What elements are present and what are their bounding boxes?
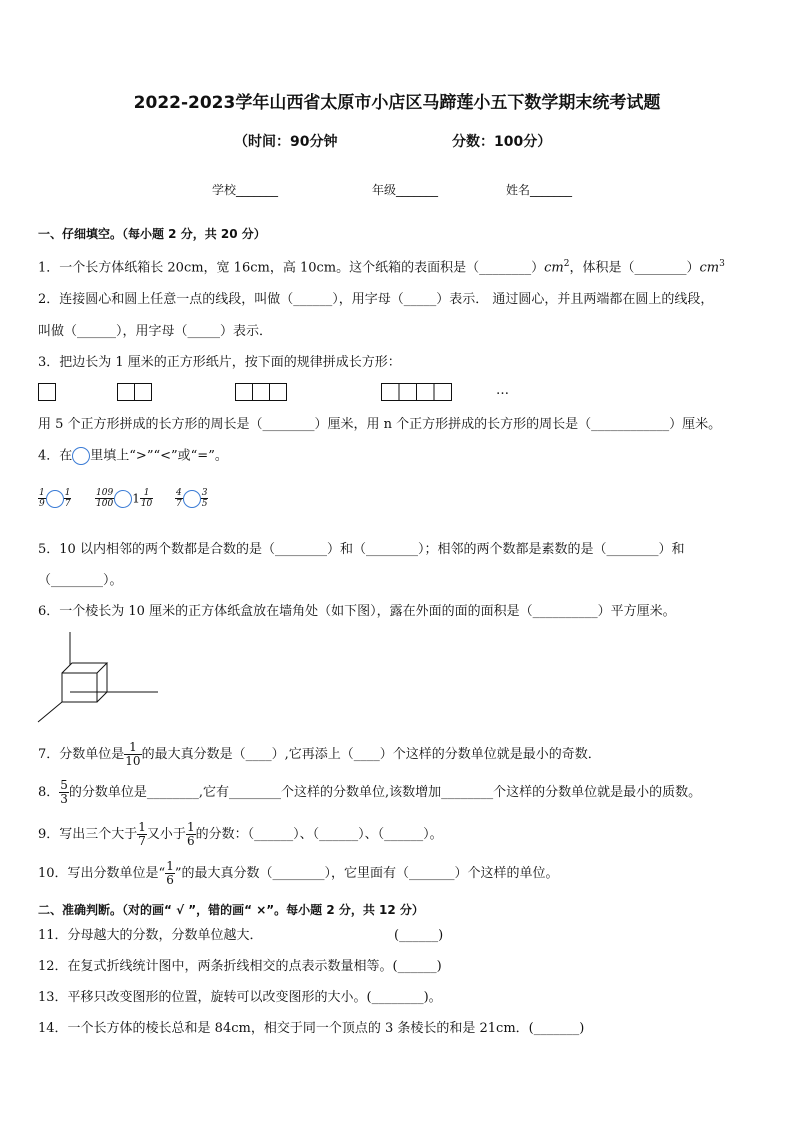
cube-in-corner-figure <box>36 630 166 726</box>
compare-item-3: $\frac{4}{7}$ $\frac{3}{5}$ <box>176 488 208 509</box>
square-pattern-figure <box>38 382 518 402</box>
compare-item-2: $\frac{109}{100}$ 1 $\frac{1}{10}$ <box>96 488 153 509</box>
question-11: 11．分母越大的分数，分数单位越大． <box>38 928 263 943</box>
question-14: 14．一个长方体的棱长总和是 84cm，相交于同一个顶点的 3 条棱长的和是 21cm．(_______) <box>38 1021 585 1036</box>
school-field: 学校_______ <box>212 183 279 197</box>
question-2-line-2: 叫做（______），用字母（_____）表示． <box>38 324 273 339</box>
question-8: 8． $\frac{5}{3}$ 的分数单位是________,它有________个这样的分数单位,该数增加________个这样的分数单位就是最小的质数。 <box>38 778 702 806</box>
question-10: 10．写出分数单位是“ $\frac{1}{6}$ ”的最大真分数（________），它里面有（_______）个这样的单位。 <box>38 859 559 887</box>
compare-circle-icon <box>72 447 90 465</box>
section-1-heading: 一、仔细填空。（每小题 2 分，共 20 分） <box>38 227 266 241</box>
pattern-3-squares <box>236 384 287 401</box>
question-3: 3．把边长为 1 厘米的正方形纸片，按下面的规律拼成长方形： <box>38 355 401 370</box>
compare-circle-icon[interactable] <box>46 490 64 508</box>
section-2-heading: 二、准确判断。（对的画“ √ ”，错的画“ ×”。每小题 2 分，共 12 分） <box>38 903 424 917</box>
question-2-line-1: 2．连接圆心和圆上任意一点的线段，叫做（______），用字母（_____）表示． 通过圆心，并且两端都在圆上的线段， <box>38 292 714 307</box>
name-field: 姓名_______ <box>506 183 573 197</box>
question-11-blank: (______) <box>394 928 444 943</box>
question-6: 6．一个棱长为 10 厘米的正方体纸盒放在墙角处（如下图），露在外面的面的面积是（__________）平方厘米。 <box>38 604 676 619</box>
pattern-1-square <box>39 384 56 401</box>
question-1: 1．一个长方体纸箱长 20cm，宽 16cm，高 10cm。这个纸箱的表面积是$(\_\_\_\_\_\_\_\_)cm^2$，体积是$(\_\_\_\_\_\_\_\_)cm^3$ <box>38 259 725 276</box>
cube-front-face <box>62 673 97 702</box>
question-3-blanks: 用 5 个正方形拼成的长方形的周长是（________）厘米，用 n 个正方形拼成的长方形的周长是（____________）厘米。 <box>38 417 722 432</box>
time-label: （时间：90分钟 <box>234 134 338 150</box>
score-label: 分数：100分） <box>452 134 552 150</box>
question-5-line-1: 5．10 以内相邻的两个数都是合数的是（________）和（________）；相邻的两个数都是素数的是（________）和 <box>38 542 685 557</box>
question-5-line-2: （________）。 <box>38 573 123 588</box>
question-7: 7．分数单位是 $\frac{1}{10}$ 的最大真分数是（____）,它再添上（____）个这样的分数单位就是最小的奇数． <box>38 740 601 768</box>
pattern-ellipsis: … <box>496 383 509 398</box>
floor-edge-diagonal <box>38 702 62 722</box>
question-4: 4．在 里填上“>”“<”或“=”。 <box>38 448 228 464</box>
question-9: 9．写出三个大于 $\frac{1}{7}$ 又小于 $\frac{1}{6}$ 的分数：（______）、（______）、（______）。 <box>38 820 443 848</box>
question-13: 13．平移只改变图形的位置，旋转可以改变图形的大小。(________)。 <box>38 990 442 1005</box>
page-title: 2022-2023学年山西省太原市小店区马蹄莲小五下数学期末统考试题 <box>133 93 661 113</box>
grade-field: 年级_______ <box>372 183 439 197</box>
question-12: 12．在复式折线统计图中，两条折线相交的点表示数量相等。(______) <box>38 959 442 974</box>
compare-circle-icon[interactable] <box>183 490 201 508</box>
compare-item-1: $\frac{1}{9}$ $\frac{1}{7}$ <box>39 488 71 509</box>
compare-circle-icon[interactable] <box>114 490 132 508</box>
